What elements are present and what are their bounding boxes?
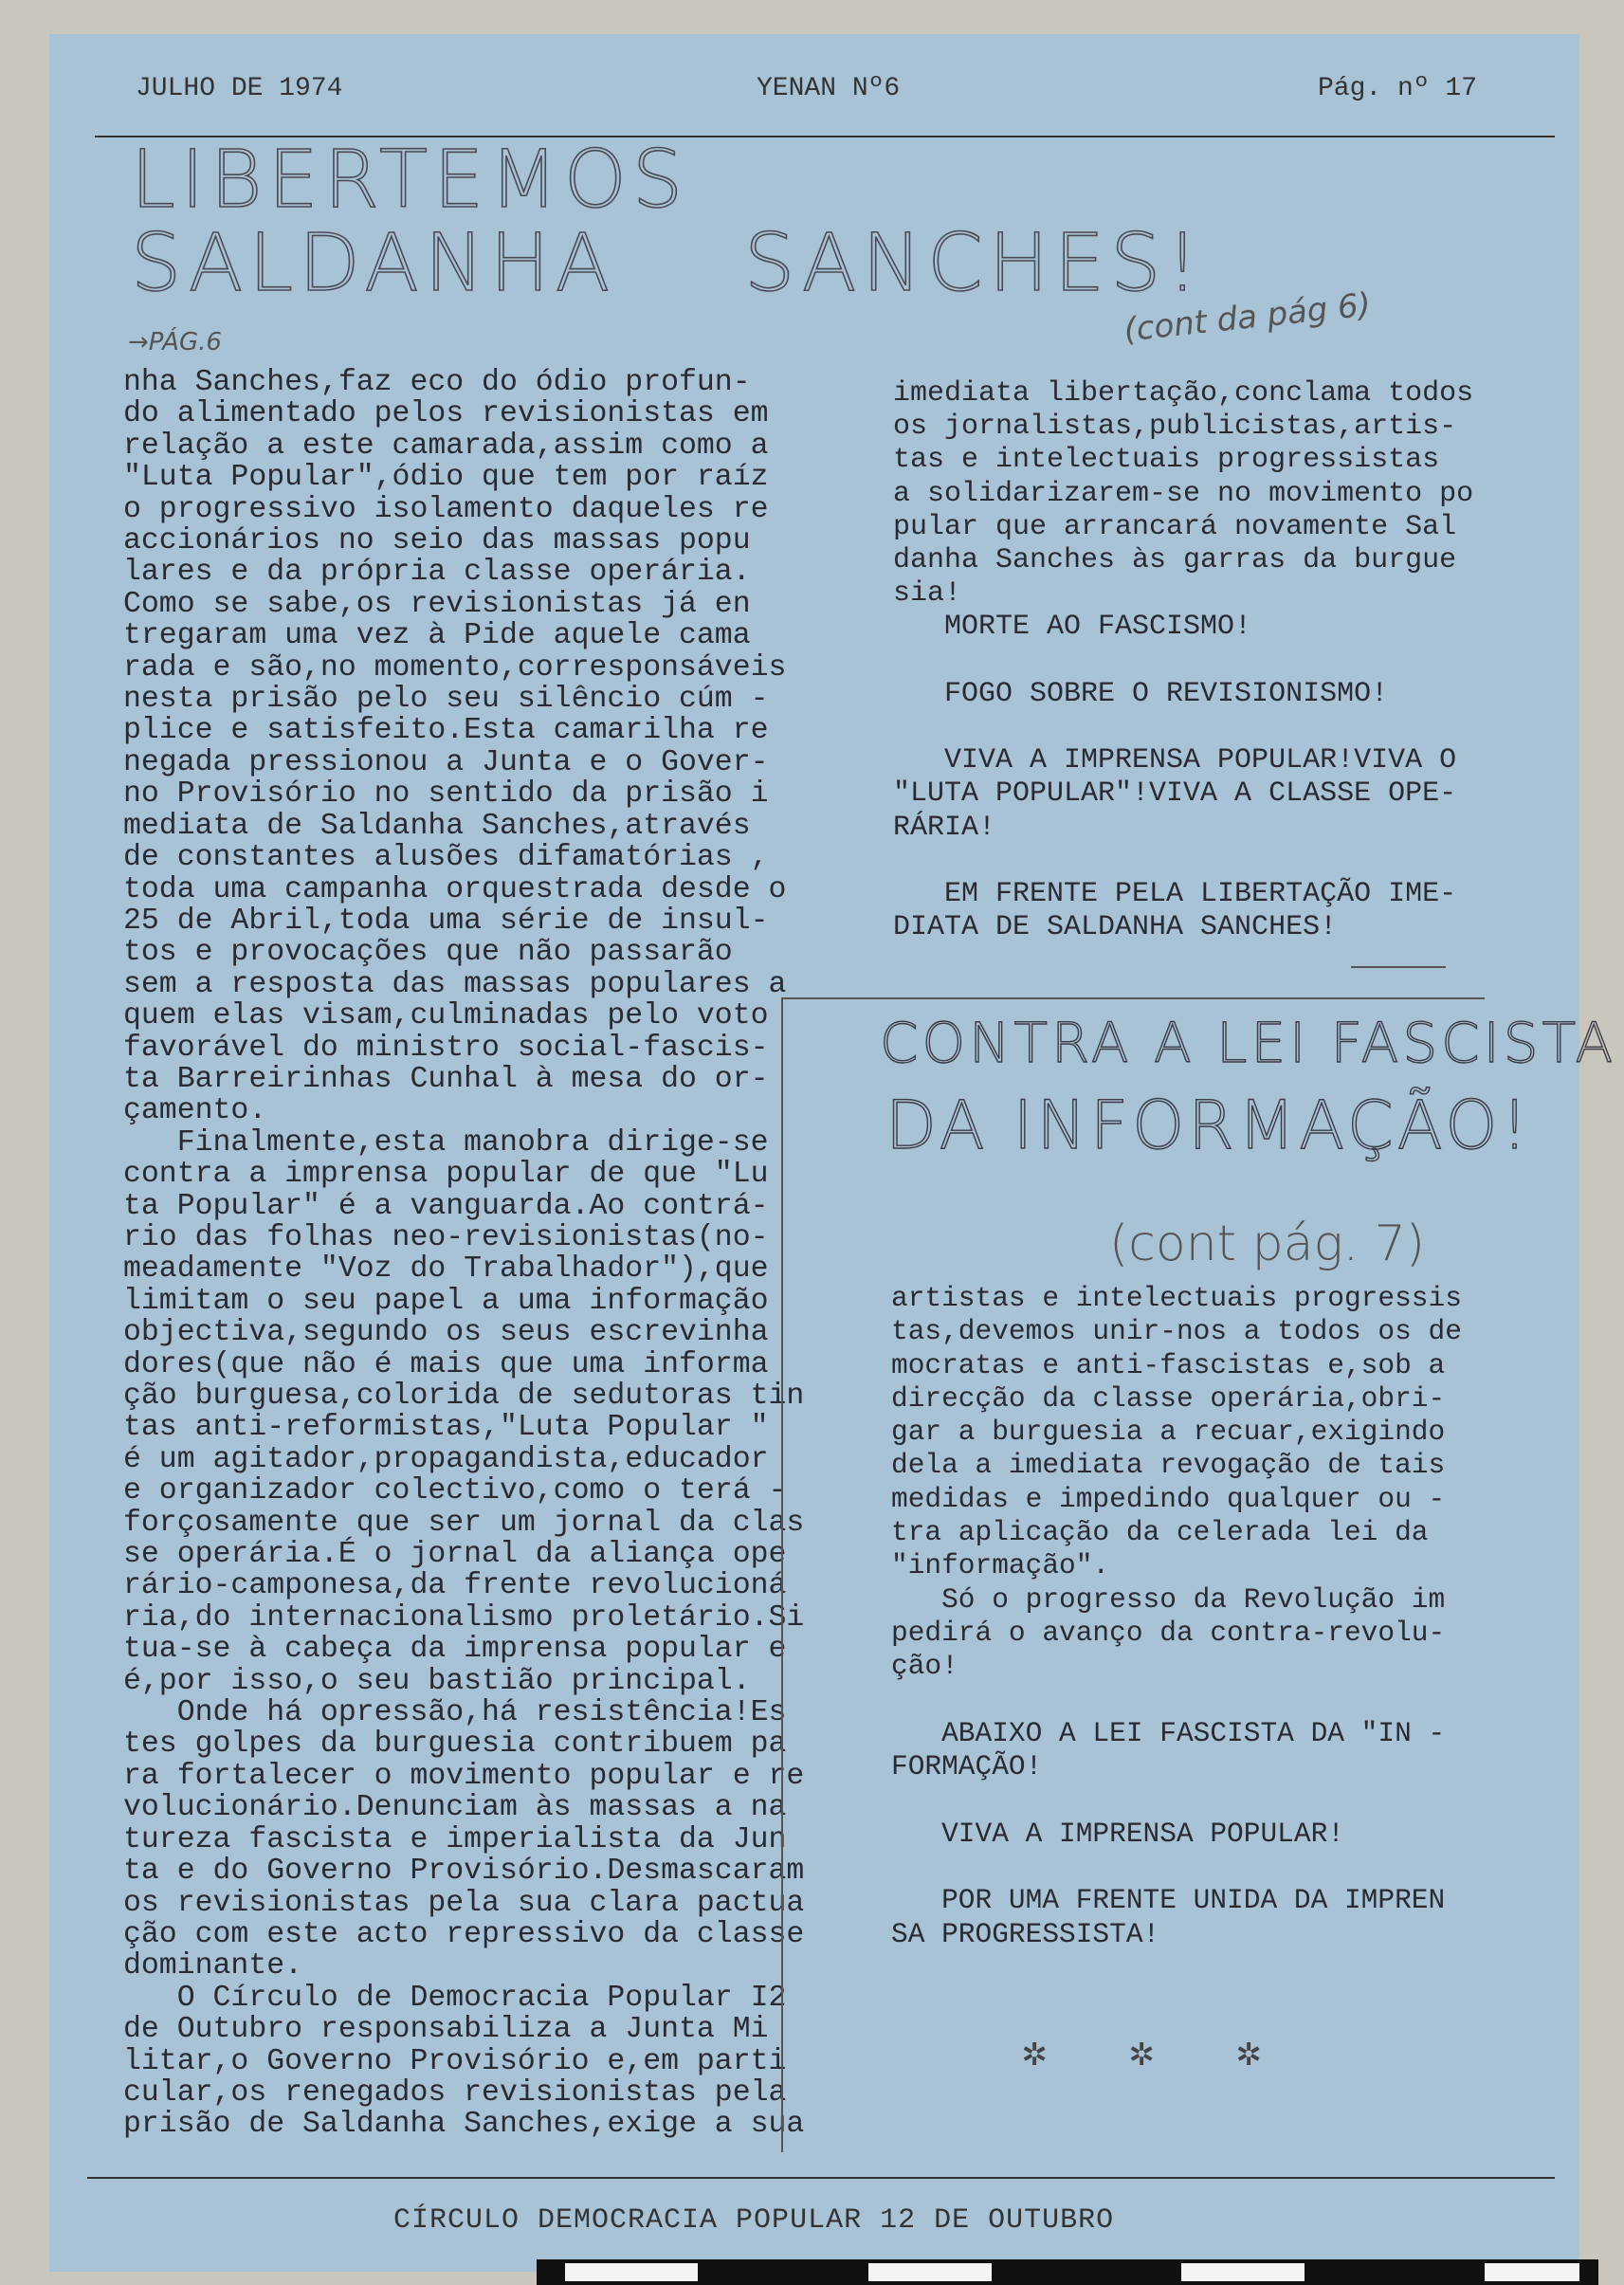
- text-line: prisão de Saldanha Sanches,exige a sua: [123, 2108, 805, 2142]
- header-date: JULHO DE 1974: [136, 74, 343, 103]
- text-line: cular,os renegados revisionistas pela: [123, 2075, 787, 2110]
- text-line: 25 de Abril,toda uma série de insul-: [123, 904, 769, 938]
- text-line: "LUTA POPULAR"!VIVA A CLASSE OPE-: [893, 777, 1457, 811]
- text-line: gar a burguesia a recuar,exigindo: [891, 1416, 1446, 1449]
- text-line: tos e provocações que não passarão: [123, 936, 733, 970]
- footer-rule: [87, 2177, 1555, 2179]
- text-line: VIVA A IMPRENSA POPULAR!VIVA O: [893, 744, 1457, 777]
- text-line: artistas e intelectuais progressis: [891, 1282, 1462, 1314]
- box-handwritten-note: (cont pág. 7): [1109, 1216, 1426, 1272]
- text-line: contra a imprensa popular de que "Lu: [123, 1158, 769, 1192]
- text-line: de constantes alusões difamatórias ,: [123, 841, 769, 875]
- header-page: Pág. nº 17: [1318, 74, 1478, 103]
- text-line: pedirá o avanço da contra-revolu-: [891, 1616, 1446, 1649]
- text-line: accionários no seio das massas popu: [123, 524, 751, 558]
- text-line: SA PROGRESSISTA!: [891, 1917, 1160, 1950]
- text-line: O Círculo de Democracia Popular I2: [123, 1981, 787, 2015]
- text-line: danha Sanches às garras da burgue: [893, 544, 1457, 577]
- text-line: volucionário.Denunciam às massas a na: [123, 1791, 787, 1825]
- box-body-text: [891, 1282, 1555, 1951]
- text-line: çamento.: [123, 1094, 267, 1128]
- text-line: ta Popular" é a vanguarda.Ao contrá-: [123, 1189, 769, 1223]
- text-line: [893, 845, 1576, 878]
- text-line: é,por isso,o seu bastião principal.: [123, 1664, 751, 1698]
- left-column-text: [123, 367, 825, 2141]
- text-line: rada e são,no momento,corresponsáveis: [123, 650, 787, 685]
- text-line: quem elas visam,culminadas pelo voto: [123, 999, 769, 1033]
- text-line: e organizador colectivo,como o terá -: [123, 1474, 787, 1508]
- text-line: "informação".: [891, 1549, 1110, 1582]
- text-line: "Luta Popular",ódio que tem por raíz: [123, 461, 769, 495]
- text-line: tas anti-reformistas,"Luta Popular ": [123, 1411, 769, 1445]
- text-line: tra aplicação da celerada lei da: [891, 1516, 1429, 1549]
- text-line: sem a resposta das massas populares a: [123, 967, 787, 1001]
- text-line: nesta prisão pelo seu silêncio cúm -: [123, 683, 769, 717]
- text-line: FORMAÇÃO!: [891, 1750, 1043, 1783]
- text-line: EM FRENTE PELA LIBERTAÇÃO IME-: [893, 878, 1457, 911]
- text-line: dominante.: [123, 1949, 303, 1983]
- text-line: Só o progresso da Revolução im: [891, 1582, 1446, 1616]
- text-line: favorável do ministro social-fascis-: [123, 1031, 769, 1065]
- text-line: litar,o Governo Provisório e,em parti: [123, 2044, 787, 2078]
- divider-dashes: [1351, 966, 1446, 968]
- text-line: tureza fascista e imperialista da Jun: [123, 1822, 787, 1856]
- text-line: dores(que não é mais que uma informa: [123, 1347, 769, 1381]
- scale-ruler: [537, 2259, 1598, 2285]
- text-line: VIVA A IMPRENSA POPULAR!: [891, 1817, 1344, 1850]
- text-line: a solidarizarem-se no movimento po: [893, 477, 1474, 510]
- text-line: sia!: [893, 577, 962, 611]
- text-line: rio das folhas neo-revisionistas(no-: [123, 1220, 769, 1254]
- title-line-2a: SALDANHA: [131, 216, 616, 309]
- text-line: [893, 711, 1576, 744]
- text-line: ta Barreirinhas Cunhal à mesa do or-: [123, 1062, 769, 1096]
- text-line: pular que arrancará novamente Sal: [893, 510, 1457, 543]
- handwritten-continuation-note: (cont da pág 6): [1122, 285, 1373, 350]
- text-line: tregaram uma vez à Pide aquele cama: [123, 619, 751, 653]
- text-line: ção com este acto repressivo da classe: [123, 1917, 805, 1951]
- text-line: se operária.É o jornal da aliança ope: [123, 1538, 787, 1572]
- text-line: no Provisório no sentido da prisão i: [123, 777, 769, 812]
- text-line: rário-camponesa,da frente revolucioná: [123, 1569, 787, 1603]
- text-line: direcção da classe operária,obri-: [891, 1381, 1446, 1415]
- text-line: Finalmente,esta manobra dirige-se: [123, 1125, 769, 1160]
- text-line: ABAIXO A LEI FASCISTA DA "IN -: [891, 1716, 1446, 1749]
- text-line: MORTE AO FASCISMO!: [893, 611, 1252, 644]
- text-line: POR UMA FRENTE UNIDA DA IMPREN: [891, 1884, 1446, 1917]
- text-line: ta e do Governo Provisório.Desmascaram: [123, 1855, 805, 1889]
- text-line: DIATA DE SALDANHA SANCHES!: [893, 911, 1338, 944]
- text-line: de Outubro responsabiliza a Junta Mi: [123, 2013, 769, 2047]
- text-line: plice e satisfeito.Esta camarilha re: [123, 714, 769, 748]
- handwritten-page-ref: →PÁG.6: [128, 328, 222, 356]
- text-line: negada pressionou a Junta e o Gover-: [123, 745, 769, 779]
- text-line: meadamente "Voz do Trabalhador"),que: [123, 1252, 769, 1287]
- text-line: o progressivo isolamento daqueles re: [123, 492, 769, 526]
- box-title-line-2: DA INFORMAÇÃO!: [885, 1087, 1532, 1164]
- text-line: FOGO SOBRE O REVISIONISMO!: [893, 677, 1389, 710]
- text-line: ra fortalecer o movimento popular e re: [123, 1759, 805, 1793]
- text-line: mocratas e anti-fascistas e,sob a: [891, 1348, 1446, 1381]
- text-line: do alimentado pelos revisionistas em: [123, 397, 769, 431]
- text-line: [893, 645, 1576, 678]
- text-line: relação a este camarada,assim como a: [123, 429, 769, 463]
- text-line: Onde há opressão,há resistência!Es: [123, 1696, 787, 1730]
- header-issue: YENAN Nº6: [757, 74, 901, 103]
- text-line: medidas e impedindo qualquer ou -: [891, 1482, 1446, 1515]
- right-column-text: [893, 377, 1576, 944]
- text-line: dela a imediata revogação de tais: [891, 1449, 1446, 1482]
- text-line: imediata libertação,conclama todos: [893, 377, 1474, 410]
- text-line: tas e intelectuais progressistas: [893, 444, 1440, 477]
- text-line: forçosamente que ser um jornal da clas: [123, 1506, 805, 1540]
- text-line: tes golpes da burguesia contribuem pa: [123, 1727, 787, 1762]
- text-line: [891, 1851, 1555, 1884]
- text-line: é um agitador,propagandista,educador: [123, 1442, 769, 1476]
- text-line: toda uma campanha orquestrada desde o: [123, 872, 787, 906]
- text-line: ção!: [891, 1650, 958, 1683]
- text-line: tas,devemos unir-nos a todos os de: [891, 1315, 1462, 1348]
- text-line: limitam o seu papel a uma informação: [123, 1284, 769, 1318]
- box-title-line-1: CONTRA A LEI FASCISTA: [880, 1011, 1617, 1075]
- title-line-2b: SANCHES!: [744, 216, 1205, 309]
- text-line: [891, 1783, 1555, 1817]
- text-line: ria,do internacionalismo proletário.Si: [123, 1600, 805, 1635]
- text-line: os jornalistas,publicistas,artis-: [893, 411, 1457, 444]
- text-line: RÁRIA!: [893, 811, 996, 844]
- text-line: ção burguesa,colorida de sedutoras tin: [123, 1380, 805, 1413]
- text-line: lares e da própria classe operária.: [123, 556, 751, 590]
- text-line: [891, 1684, 1555, 1717]
- text-line: objectiva,segundo os seus escrevinha: [123, 1316, 769, 1350]
- text-line: nha Sanches,faz eco do ódio profun-: [123, 366, 751, 399]
- text-line: mediata de Saldanha Sanches,através: [123, 809, 751, 843]
- text-line: tua-se à cabeça da imprensa popular e: [123, 1633, 787, 1667]
- footer-text: CÍRCULO DEMOCRACIA POPULAR 12 DE OUTUBRO: [393, 2204, 1115, 2237]
- text-line: os revisionistas pela sua clara pactua: [123, 1886, 805, 1920]
- decorative-stars: ✲ ✲ ✲: [1022, 2027, 1290, 2075]
- text-line: Como se sabe,os revisionistas já en: [123, 587, 751, 621]
- title-line-1: LIBERTEMOS: [131, 133, 689, 226]
